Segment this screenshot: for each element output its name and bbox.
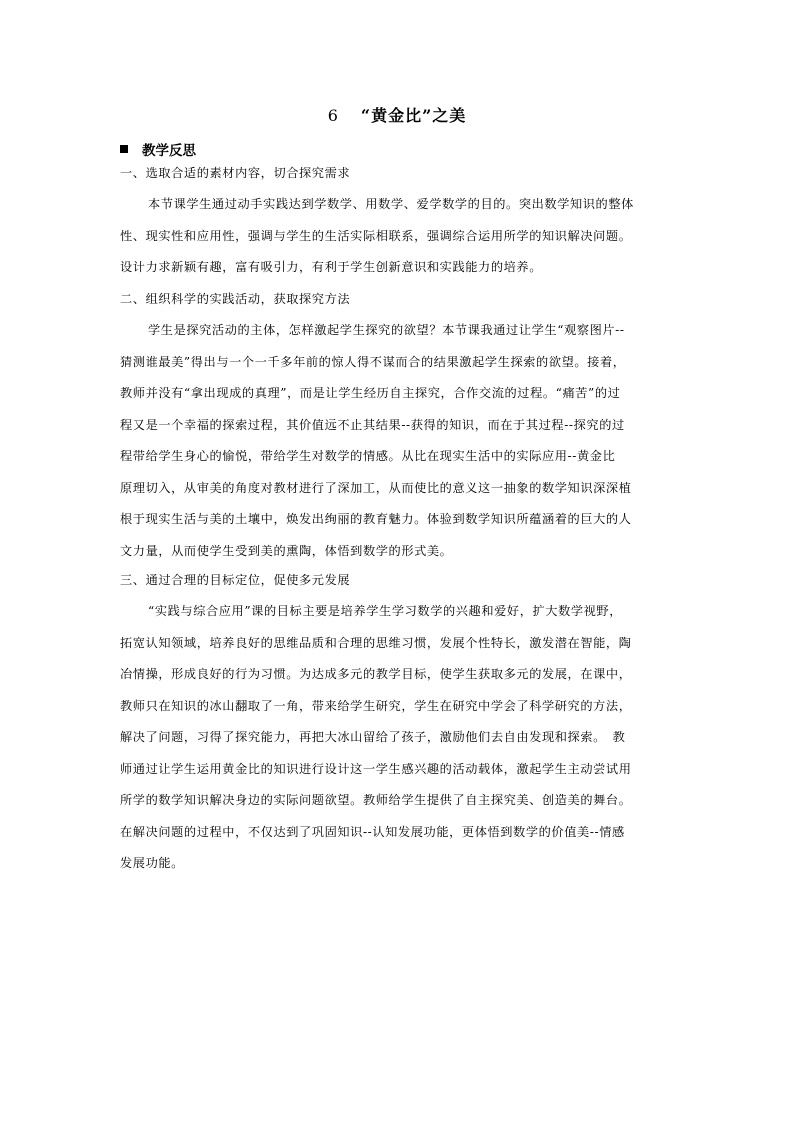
text-line: 所学的数学知识解决身边的实际问题欲望。教师给学生提供了自主探究美、创造美的舞台。 <box>120 793 632 807</box>
title-text: “黄金比”之美 <box>360 106 467 125</box>
text-line: 猜测谁最美”得出与一个一千多年前的惊人得不谋而合的结果激起学生探索的欲望。接着， <box>120 354 626 369</box>
section-1-heading: 一、选取合适的素材内容，切合探究需求 <box>120 166 351 180</box>
section-1-paragraph <box>120 189 685 284</box>
section-heading-text: 教学反思 <box>142 143 196 159</box>
section-heading <box>120 139 196 159</box>
text-line: 程又是一个幸福的探索过程，其价值远不止其结果--获得的知识，而在于其过程--探究的过 <box>120 417 625 432</box>
text-line: 根于现实生活与美的土壤中，焕发出绚丽的教育魅力。体验到数学知识所蕴涵着的巨大的人 <box>120 512 632 526</box>
text-line: 原理切入，从审美的角度对教材进行了深加工，从而使比的意义这一抽象的数学知识深深植 <box>120 480 632 495</box>
text-line: 拓宽认知领域，培养良好的思维品质和合理的思维习惯，发展个性特长，激发潜在智能，陶 <box>120 635 632 650</box>
text-line: “实践与综合应用”课的目标主要是培养学生学习数学的兴趣和爱好，扩大数学视野， <box>148 604 623 618</box>
text-line: 设计力求新颖有趣，富有吸引力，有利于学生创新意识和实践能力的培养。 <box>120 260 542 274</box>
section-3-paragraph <box>120 596 685 880</box>
text-line: 解决了问题，习得了探究能力，再把大冰山留给了孩子，激励他们去自由发现和探索。 教 <box>120 730 626 744</box>
text-line: 发展功能。 <box>120 856 184 870</box>
section-2-body <box>120 315 685 567</box>
section-3-body <box>120 596 685 880</box>
text-line: 性、现实性和应用性，强调与学生的生活实际相联系，强调综合运用所学的知识解决问题。 <box>120 228 632 243</box>
section-3 <box>120 570 685 590</box>
text-line: 程带给学生身心的愉悦，带给学生对数学的情感。从比在现实生活中的实际应用--黄金比 <box>120 449 616 463</box>
text-line: 文力量，从而使学生受到美的熏陶，体悟到数学的形式美。 <box>120 543 453 558</box>
section-2-paragraph <box>120 315 685 567</box>
section-2-heading: 二、组织科学的实践活动，获取探究方法 <box>120 292 351 306</box>
text-line: 冶情操，形成良好的行为习惯。为达成多元的教学目标，使学生获取多元的发展，在课中， <box>120 667 632 681</box>
text-line: 在解决问题的过程中，不仅达到了巩固知识--认知发展功能，更体悟到数学的价值美--情感 <box>120 824 625 839</box>
title-number: 6 <box>327 106 339 125</box>
section-2 <box>120 289 685 309</box>
text-line: 本节课学生通过动手实践达到学数学、用数学、爱学数学的目的。突出数学知识的整体 <box>148 197 634 211</box>
section-1 <box>120 163 685 183</box>
page-title <box>0 103 794 126</box>
text-line: 教师只在知识的冰山翻取了一角，带来给学生研究，学生在研究中学会了科学研究的方法， <box>120 698 632 713</box>
text-line: 师通过让学生运用黄金比的知识进行设计这一学生感兴趣的活动载体，激起学生主动尝试用 <box>120 761 632 776</box>
text-line: 学生是探究活动的主体，怎样激起学生探究的欲望？本节课我通过让学生“观察图片-- <box>148 323 625 337</box>
square-bullet-icon <box>120 145 128 153</box>
text-line: 教师并没有“拿出现成的真理”，而是让学生经历自主探究，合作交流的过程。“痛苦”的过 <box>120 386 621 400</box>
section-1-body <box>120 189 685 284</box>
section-3-heading: 三、通过合理的目标定位，促使多元发展 <box>120 573 351 587</box>
